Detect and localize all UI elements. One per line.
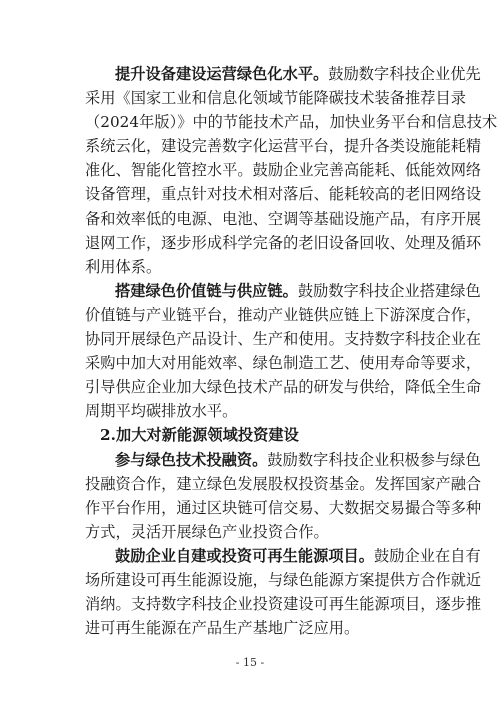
paragraph-3-line-3: 作平台作用，通过区块链可信交易、大数据交易撮合等多种 (85, 498, 482, 517)
body-text (85, 62, 498, 640)
paragraph-2-line-5: 引导供应企业加大绿色技术产品的研发与供给，降低全生命 (85, 378, 482, 397)
paragraph-4-line-1 (85, 544, 481, 568)
paragraph-2-line-3: 协同开展绿色产品设计、生产和使用。支持数字科技企业在 (85, 330, 482, 349)
section-heading: 2.加大对新能源领域投资建设 (100, 426, 299, 445)
paragraph-2-lead: 搭建绿色价值链与供应链。 (115, 281, 298, 300)
paragraph-3-line-1 (85, 448, 481, 472)
paragraph-4-text: 鼓励企业在自有 (374, 546, 481, 565)
paragraph-1-line-9: 利用体系。 (85, 257, 162, 276)
paragraph-3-line-4: 方式，灵活开展绿色产业投资合作。 (85, 522, 329, 541)
paragraph-4-lead: 鼓励企业自建或投资可再生能源项目。 (115, 546, 375, 565)
paragraph-3-text: 鼓励数字科技企业积极参与绿色 (267, 450, 481, 469)
paragraph-2-line-1 (85, 279, 481, 303)
paragraph-3-lead: 参与绿色技术投融资。 (115, 450, 268, 469)
paragraph-1-lead: 提升设备建设运营绿色化水平。 (115, 65, 329, 83)
paragraph-1-line-8: 退网工作，逐步形成科学完备的老旧设备回收、处理及循环 (85, 233, 482, 252)
paragraph-3-line-2: 投融资合作，建立绿色发展股权投资基金。发挥国家产融合 (85, 474, 482, 493)
paragraph-2-line-6: 周期平均碳排放水平。 (85, 402, 238, 421)
paragraph-2-line-4: 采购中加大对用能效率、绿色制造工艺、使用寿命等要求， (85, 354, 482, 373)
paragraph-4-line-2: 场所建设可再生能源设施，与绿色能源方案提供方合作就近 (85, 570, 482, 589)
paragraph-1-line-6: 设备管理，重点针对技术相对落后、能耗较高的老旧网络设 (85, 185, 482, 204)
paragraph-4-line-3: 消纳。支持数字科技企业投资建设可再生能源项目，逐步推 (85, 595, 482, 614)
paragraph-4-line-4: 进可再生能源在产品生产基地广泛应用。 (85, 619, 360, 638)
paragraph-1-line-7: 备和效率低的电源、电池、空调等基础设施产品，有序开展 (85, 209, 482, 228)
paragraph-1-line-2: 采用《国家工业和信息化领域节能降碳技术装备推荐目录 (85, 89, 466, 108)
paragraph-1-line-3: （2024年版）》中的节能技术产品，加快业务平台和信息技术 (85, 113, 498, 132)
paragraph-1-line-5: 准化、智能化管控水平。鼓励企业完善高能耗、低能效网络 (85, 161, 482, 180)
paragraph-1-text: 鼓励数字科技企业优先 (328, 65, 481, 83)
paragraph-2-text: 鼓励数字科技企业搭建绿色 (297, 281, 481, 300)
page-number: - 15 - (235, 656, 265, 669)
paragraph-1-line-4: 系统云化，建设完善数字化运营平台，提升各类设施能耗精 (85, 137, 482, 156)
paragraph-2-line-2: 价值链与产业链平台，推动产业链供应链上下游深度合作， (85, 305, 482, 324)
paragraph-1-line-1 (85, 62, 481, 86)
